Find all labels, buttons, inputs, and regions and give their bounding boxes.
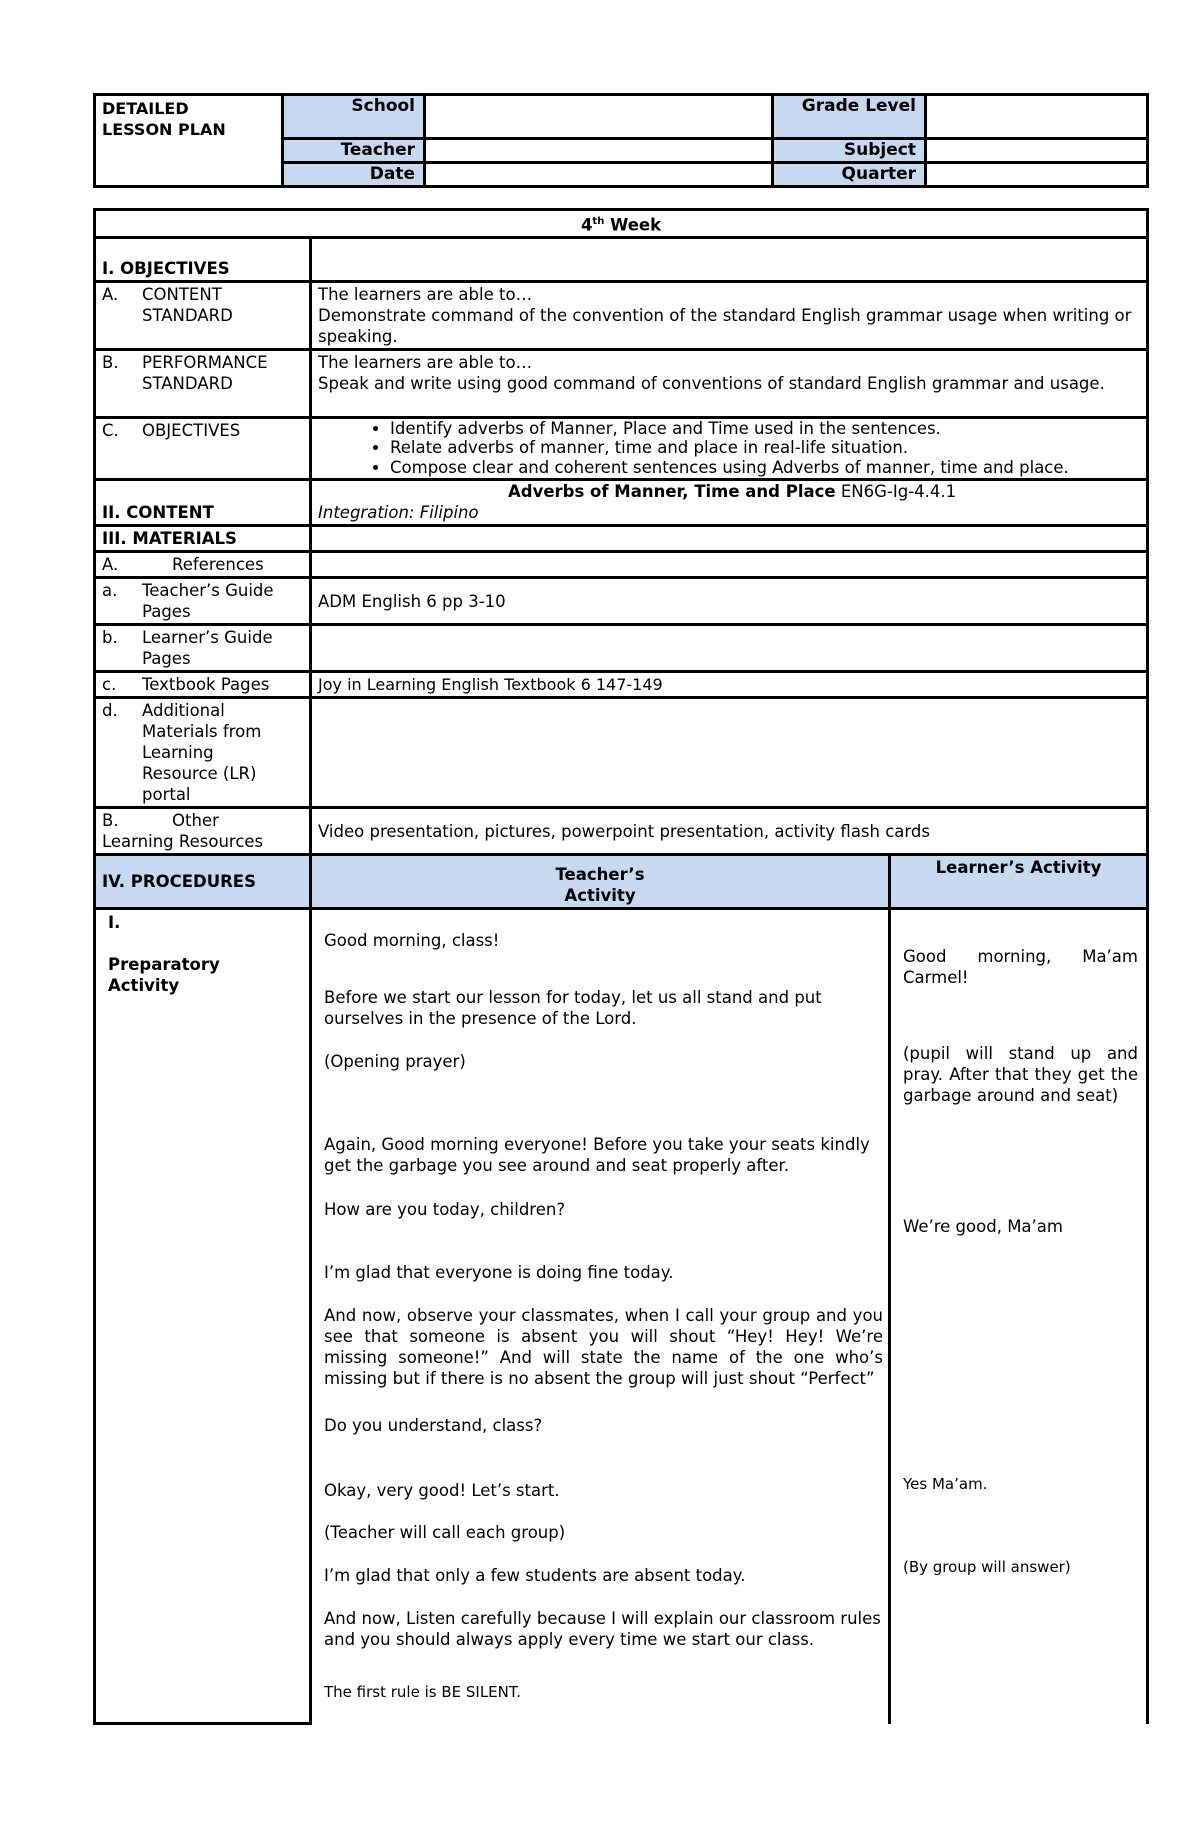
teacher-line: How are you today, children? xyxy=(324,1200,566,1219)
lesson-plan-table xyxy=(93,208,1149,1725)
objectives-heading: I. OBJECTIVES xyxy=(95,237,311,281)
teacher-line: Do you understand, class? xyxy=(324,1416,543,1435)
teacher-activity-heading: Teacher’s Activity xyxy=(311,855,890,909)
week-heading: 4th Week xyxy=(95,210,1148,238)
teacher-line: Good morning, class! xyxy=(324,931,500,950)
grade-level-label: Grade Level xyxy=(773,95,926,139)
learners-guide-value xyxy=(311,625,1148,672)
lesson-plan-page xyxy=(93,93,1146,1725)
objectives-list xyxy=(318,419,1140,478)
teacher-line: And now, Listen carefully because I will explain our classroom rules and you should always apply every time we start our class. xyxy=(324,1609,881,1649)
materials-heading: III. MATERIALS xyxy=(95,526,311,552)
content-code: EN6G-Ig-4.4.1 xyxy=(840,482,957,501)
other-resources-value: Video presentation, pictures, powerpoint presentation, activity flash cards xyxy=(311,808,1148,855)
learner-line: Good morning, Ma’am Carmel! xyxy=(903,947,1138,987)
teacher-line: Again, Good morning everyone! Before you take your seats kindly get the garbage you see around and seat properly after. xyxy=(324,1135,870,1175)
teacher-activity-cell xyxy=(311,909,890,1724)
content-heading: II. CONTENT xyxy=(95,480,311,526)
teacher-line: And now, observe your classmates, when I call your group and you see that someone is absent you will shout “Hey! Hey! We’re missing someone!” And will state the name of the one who’s missing but if there is no absent the group will just shout “Perfect” xyxy=(324,1306,883,1388)
teachers-guide-value: ADM English 6 pp 3-10 xyxy=(311,578,1148,625)
grade-level-field[interactable] xyxy=(926,95,1148,139)
textbook-value: Joy in Learning English Textbook 6 147-149 xyxy=(311,672,1148,698)
objective-item: • Relate adverbs of manner, time and place in real-life situation. xyxy=(390,438,1140,458)
content-integration: Integration: Filipino xyxy=(318,503,479,522)
date-field[interactable] xyxy=(425,163,773,187)
quarter-label: Quarter xyxy=(773,163,926,187)
materials-blank xyxy=(311,526,1148,552)
subject-label: Subject xyxy=(773,139,926,163)
teacher-label: Teacher xyxy=(283,139,425,163)
content-title: Adverbs of Manner, Time and Place xyxy=(508,482,836,501)
teacher-field[interactable] xyxy=(425,139,773,163)
teacher-line: (Teacher will call each group) xyxy=(324,1523,566,1542)
objectives-list-cell xyxy=(311,417,1148,480)
learner-activity-cell xyxy=(890,909,1148,1724)
additional-materials-value xyxy=(311,698,1148,808)
additional-materials-label: d. Additional Materials from Learning Resource (LR) portal xyxy=(95,698,311,808)
content-standard-label: A. CONTENT STANDARD xyxy=(95,281,311,349)
learner-line: (By group will answer) xyxy=(903,1558,1071,1576)
date-label: Date xyxy=(283,163,425,187)
objectives-label: C. OBJECTIVES xyxy=(95,417,311,480)
learner-activity-heading: Learner’s Activity xyxy=(890,855,1148,909)
performance-standard-label: B. PERFORMANCE STANDARD xyxy=(95,349,311,417)
content-standard-value: The learners are able to… Demonstrate command of the convention of the standard English grammar usage when writing or speaking. xyxy=(311,281,1148,349)
references-label: A. References xyxy=(95,552,311,578)
school-label: School xyxy=(283,95,425,139)
other-resources-label: B. Other Learning Resources xyxy=(95,808,311,855)
school-field[interactable] xyxy=(425,95,773,139)
lesson-plan-title: DETAILED LESSON PLAN xyxy=(95,95,283,187)
teacher-line: Okay, very good! Let’s start. xyxy=(324,1481,560,1500)
procedures-heading: IV. PROCEDURES xyxy=(95,855,311,909)
teachers-guide-label: a. Teacher’s Guide Pages xyxy=(95,578,311,625)
performance-standard-value: The learners are able to… Speak and write using good command of conventions of standard English grammar and usage. xyxy=(311,349,1148,417)
objective-item: • Compose clear and coherent sentences using Adverbs of manner, time and place. xyxy=(390,458,1140,478)
learner-line: Yes Ma’am. xyxy=(903,1475,988,1493)
learner-line: We’re good, Ma’am xyxy=(903,1217,1063,1236)
references-value xyxy=(311,552,1148,578)
subject-field[interactable] xyxy=(926,139,1148,163)
teacher-line: Before we start our lesson for today, let us all stand and put ourselves in the presence of the Lord. xyxy=(324,988,822,1028)
preparatory-activity-label: I. Preparatory Activity xyxy=(95,909,311,1724)
teacher-line: I’m glad that everyone is doing fine today. xyxy=(324,1263,674,1282)
learner-line: (pupil will stand up and pray. After that they get the garbage around and seat) xyxy=(903,1044,1138,1105)
content-value xyxy=(311,480,1148,526)
teacher-line: (Opening prayer) xyxy=(324,1052,466,1071)
objective-item: • Identify adverbs of Manner, Place and Time used in the sentences. xyxy=(390,419,1140,439)
teacher-line: I’m glad that only a few students are absent today. xyxy=(324,1566,746,1585)
learners-guide-label: b. Learner’s Guide Pages xyxy=(95,625,311,672)
teacher-line: The first rule is BE SILENT. xyxy=(324,1683,522,1701)
header-table xyxy=(93,93,1149,188)
quarter-field[interactable] xyxy=(926,163,1148,187)
objectives-heading-blank xyxy=(311,237,1148,281)
textbook-label: c. Textbook Pages xyxy=(95,672,311,698)
